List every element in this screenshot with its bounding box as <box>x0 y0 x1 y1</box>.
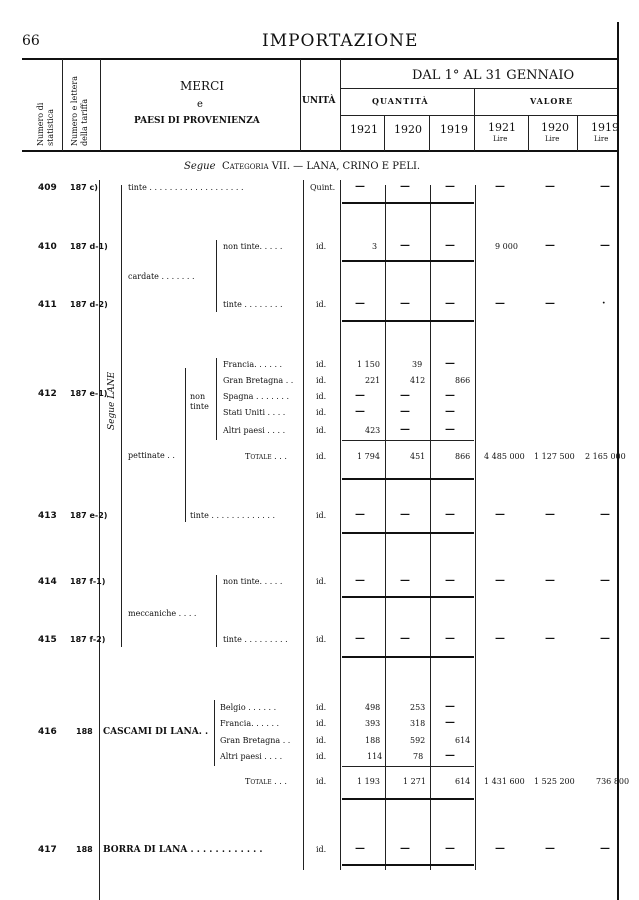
v-1919: — <box>600 181 610 192</box>
divider <box>475 185 476 870</box>
tariff-code: 188 <box>76 845 93 854</box>
stat-number: 410 <box>38 242 57 252</box>
divider <box>342 596 474 598</box>
divider <box>99 180 100 900</box>
v-1919: — <box>600 240 610 251</box>
divider <box>342 440 474 441</box>
divider <box>385 185 386 870</box>
q-1921: 1 794 <box>357 452 380 461</box>
q-1921: 423 <box>365 426 381 435</box>
header-merci: MERCI <box>180 79 225 93</box>
row-unit: id. <box>316 719 327 728</box>
q-1921: — <box>355 509 365 520</box>
stat-number: 412 <box>38 389 57 399</box>
stat-number: 415 <box>38 635 57 645</box>
year-q-1919: 1919 <box>440 123 468 136</box>
bracket-cardate <box>216 240 217 312</box>
header-e: e <box>197 99 203 110</box>
row-unit: id. <box>316 376 327 385</box>
stat-number: 416 <box>38 727 57 737</box>
bracket-pettinate <box>185 368 186 522</box>
v-1920: — <box>545 843 555 854</box>
v-1921: — <box>495 298 505 309</box>
row-label: tinte . . . . . . . . . . . . . <box>190 511 275 520</box>
divider <box>342 798 474 800</box>
v-1920: — <box>545 181 555 192</box>
stat-number: 411 <box>38 300 57 310</box>
row-unit: id. <box>316 408 327 417</box>
q-1920: — <box>400 298 410 309</box>
row-unit: id. <box>316 392 327 401</box>
v-1919: 736 800 <box>596 777 630 786</box>
divider <box>100 59 101 151</box>
q-1920: 39 <box>412 360 423 369</box>
q-1919: — <box>445 181 455 192</box>
country-label: Belgio . . . . . . <box>220 703 277 712</box>
divider <box>384 116 385 151</box>
country-label: Francia. . . . . . <box>220 719 280 728</box>
v-1921: — <box>495 509 505 520</box>
lire-unit: Lire <box>594 135 609 143</box>
q-1920: — <box>400 843 410 854</box>
v-1921: 1 431 600 <box>484 777 525 786</box>
year-v-1920: 1920 <box>541 121 569 134</box>
row-unit: id. <box>316 635 327 644</box>
v-1920: — <box>545 633 555 644</box>
v-1920: 1 525 200 <box>534 777 575 786</box>
divider <box>577 116 578 151</box>
q-1920: 412 <box>410 376 426 385</box>
header-period: DAL 1° AL 31 GENNAIO <box>412 68 575 83</box>
divider <box>430 185 431 870</box>
group-cascami: CASCAMI DI LANA. . <box>103 727 209 737</box>
tariff-code: 187 f-2) <box>70 635 106 644</box>
q-1920: — <box>400 424 410 435</box>
q-1919: — <box>445 358 455 369</box>
header-valore: VALORE <box>530 96 574 106</box>
country-label: Francia. . . . . . <box>223 360 283 369</box>
row-unit: Quint. <box>310 183 336 192</box>
divider <box>342 202 474 204</box>
q-1919: — <box>445 717 455 728</box>
v-1920: — <box>545 298 555 309</box>
row-unit: id. <box>316 752 327 761</box>
divider <box>341 115 617 116</box>
q-1920: 253 <box>410 703 426 712</box>
q-1920: — <box>400 633 410 644</box>
divider <box>342 766 474 767</box>
q-1920: 78 <box>413 752 424 761</box>
row-unit: id. <box>316 300 327 309</box>
group-cardate: cardate . . . . . . . <box>128 272 195 281</box>
q-1919: 866 <box>455 452 471 461</box>
year-q-1920: 1920 <box>394 123 422 136</box>
q-1920: — <box>400 406 410 417</box>
v-1921: 9 000 <box>495 242 518 251</box>
q-1920: — <box>400 240 410 251</box>
row-label: tinte . . . . . . . . . <box>223 635 288 644</box>
q-1920: — <box>400 181 410 192</box>
v-1920: — <box>545 509 555 520</box>
lire-unit: Lire <box>545 135 560 143</box>
v-1919: · <box>602 298 606 309</box>
q-1920: — <box>400 390 410 401</box>
divider <box>528 116 529 151</box>
stat-number: 409 <box>38 183 57 193</box>
q-1921: 1 150 <box>357 360 380 369</box>
header-paesi: PAESI DI PROVENIENZA <box>134 116 260 126</box>
q-1919: — <box>445 509 455 520</box>
tariff-code: 187 d-1) <box>70 242 108 251</box>
country-label: Altri paesi . . . . <box>223 426 286 435</box>
side-label-lane: Segue LANE <box>107 371 117 430</box>
group-borra: BORRA DI LANA . . . . . . . . . . . . <box>103 845 263 855</box>
row-unit: id. <box>316 736 327 745</box>
bracket-cascami <box>214 700 215 766</box>
v-1919: — <box>600 575 610 586</box>
q-1920: 592 <box>410 736 426 745</box>
v-1919: — <box>600 509 610 520</box>
v-1921: — <box>495 181 505 192</box>
q-1919: — <box>445 406 455 417</box>
q-1921: — <box>355 390 365 401</box>
q-1921: 393 <box>365 719 381 728</box>
year-q-1921: 1921 <box>350 123 378 136</box>
header-top-rule <box>22 58 618 60</box>
v-1919: 2 165 000 <box>585 452 626 461</box>
total-label: Totale . . . <box>245 777 287 786</box>
q-1920: 318 <box>410 719 426 728</box>
header-unita: UNITÀ <box>302 96 336 106</box>
q-1919: — <box>445 424 455 435</box>
year-v-1921: 1921 <box>488 121 516 134</box>
q-1921: — <box>355 575 365 586</box>
header-quantita: QUANTITÀ <box>372 96 429 106</box>
q-1921: — <box>355 181 365 192</box>
v-1921: — <box>495 633 505 644</box>
lire-unit: Lire <box>493 135 508 143</box>
q-1921: 188 <box>365 736 381 745</box>
divider <box>303 180 304 870</box>
country-label: Gran Bretagna . . <box>220 736 291 745</box>
tariff-code: 187 d-2) <box>70 300 108 309</box>
row-unit: id. <box>316 845 327 854</box>
v-1920: 1 127 500 <box>534 452 575 461</box>
row-unit: id. <box>316 360 327 369</box>
q-1919: 614 <box>455 736 471 745</box>
v-1921: — <box>495 575 505 586</box>
divider <box>474 89 475 151</box>
tariff-code: 187 c) <box>70 183 98 192</box>
q-1919: — <box>445 390 455 401</box>
divider <box>340 59 341 151</box>
divider <box>342 656 474 658</box>
country-label: Altri paesi . . . . <box>220 752 283 761</box>
v-1920: — <box>545 240 555 251</box>
q-1921: — <box>355 633 365 644</box>
divider <box>62 59 63 151</box>
year-v-1919: 1919 <box>591 121 619 134</box>
q-1921: — <box>355 406 365 417</box>
q-1920: 1 271 <box>403 777 426 786</box>
q-1919: 866 <box>455 376 471 385</box>
row-unit: id. <box>316 777 327 786</box>
row-unit: id. <box>316 426 327 435</box>
tariff-code: 187 e-1) <box>70 389 108 398</box>
total-label: Totale . . . <box>245 452 287 461</box>
page-number: 66 <box>22 33 40 49</box>
row-unit: id. <box>316 452 327 461</box>
tariff-code: 187 f-1) <box>70 577 106 586</box>
divider <box>342 260 474 262</box>
divider <box>300 59 301 151</box>
divider <box>341 88 617 89</box>
q-1921: 221 <box>365 376 381 385</box>
page-right-rule <box>617 22 619 900</box>
section-segue: Segue <box>184 161 216 172</box>
q-1919: — <box>445 633 455 644</box>
group-non-tinte: non tinte <box>190 392 209 411</box>
bracket-meccaniche <box>216 575 217 647</box>
v-1921: — <box>495 843 505 854</box>
row-label: non tinte. . . . . <box>223 242 283 251</box>
page-title: IMPORTAZIONE <box>262 31 419 51</box>
q-1920: — <box>400 575 410 586</box>
tariff-code: 187 e-2) <box>70 511 108 520</box>
v-1921: 4 485 000 <box>484 452 525 461</box>
divider <box>429 116 430 151</box>
q-1921: 1 193 <box>357 777 380 786</box>
stat-number: 414 <box>38 577 57 587</box>
row-unit: id. <box>316 511 327 520</box>
v-1919: — <box>600 843 610 854</box>
stat-number: 417 <box>38 845 57 855</box>
country-label: Stati Uniti . . . . <box>223 408 286 417</box>
q-1921: — <box>355 843 365 854</box>
country-label: Spagna . . . . . . . <box>223 392 290 401</box>
q-1921: 114 <box>367 752 383 761</box>
header-tariff-number: Numero e lettera della tariffa <box>70 76 89 146</box>
divider <box>340 180 341 870</box>
q-1919: — <box>445 750 455 761</box>
divider <box>342 478 474 480</box>
v-1919: — <box>600 633 610 644</box>
stat-number: 413 <box>38 511 57 521</box>
q-1919: — <box>445 575 455 586</box>
q-1920: — <box>400 509 410 520</box>
q-1919: — <box>445 701 455 712</box>
row-unit: id. <box>316 577 327 586</box>
q-1921: 498 <box>365 703 381 712</box>
row-label: tinte . . . . . . . . <box>223 300 283 309</box>
q-1919: 614 <box>455 777 471 786</box>
divider <box>342 532 474 534</box>
row-unit: id. <box>316 703 327 712</box>
q-1921: 3 <box>372 242 378 251</box>
bracket-lane <box>121 185 122 647</box>
divider <box>342 320 474 322</box>
q-1919: — <box>445 240 455 251</box>
q-1919: — <box>445 298 455 309</box>
bracket-non-tinte <box>216 358 217 440</box>
q-1921: — <box>355 298 365 309</box>
divider <box>342 864 474 866</box>
q-1920: 451 <box>410 452 426 461</box>
q-1919: — <box>445 843 455 854</box>
group-pettinate: pettinate . . <box>128 451 175 460</box>
row-label: tinte . . . . . . . . . . . . . . . . . . . <box>128 183 244 192</box>
v-1920: — <box>545 575 555 586</box>
header-stat-number: Numero di statistica <box>36 102 55 146</box>
section-category: Categoria VII. — LANA, CRINO E PELI. <box>222 161 421 172</box>
country-label: Gran Bretagna . . <box>223 376 294 385</box>
row-label: non tinte. . . . . <box>223 577 283 586</box>
tariff-code: 188 <box>76 727 93 736</box>
row-unit: id. <box>316 242 327 251</box>
group-meccaniche: meccaniche . . . . <box>128 609 197 618</box>
